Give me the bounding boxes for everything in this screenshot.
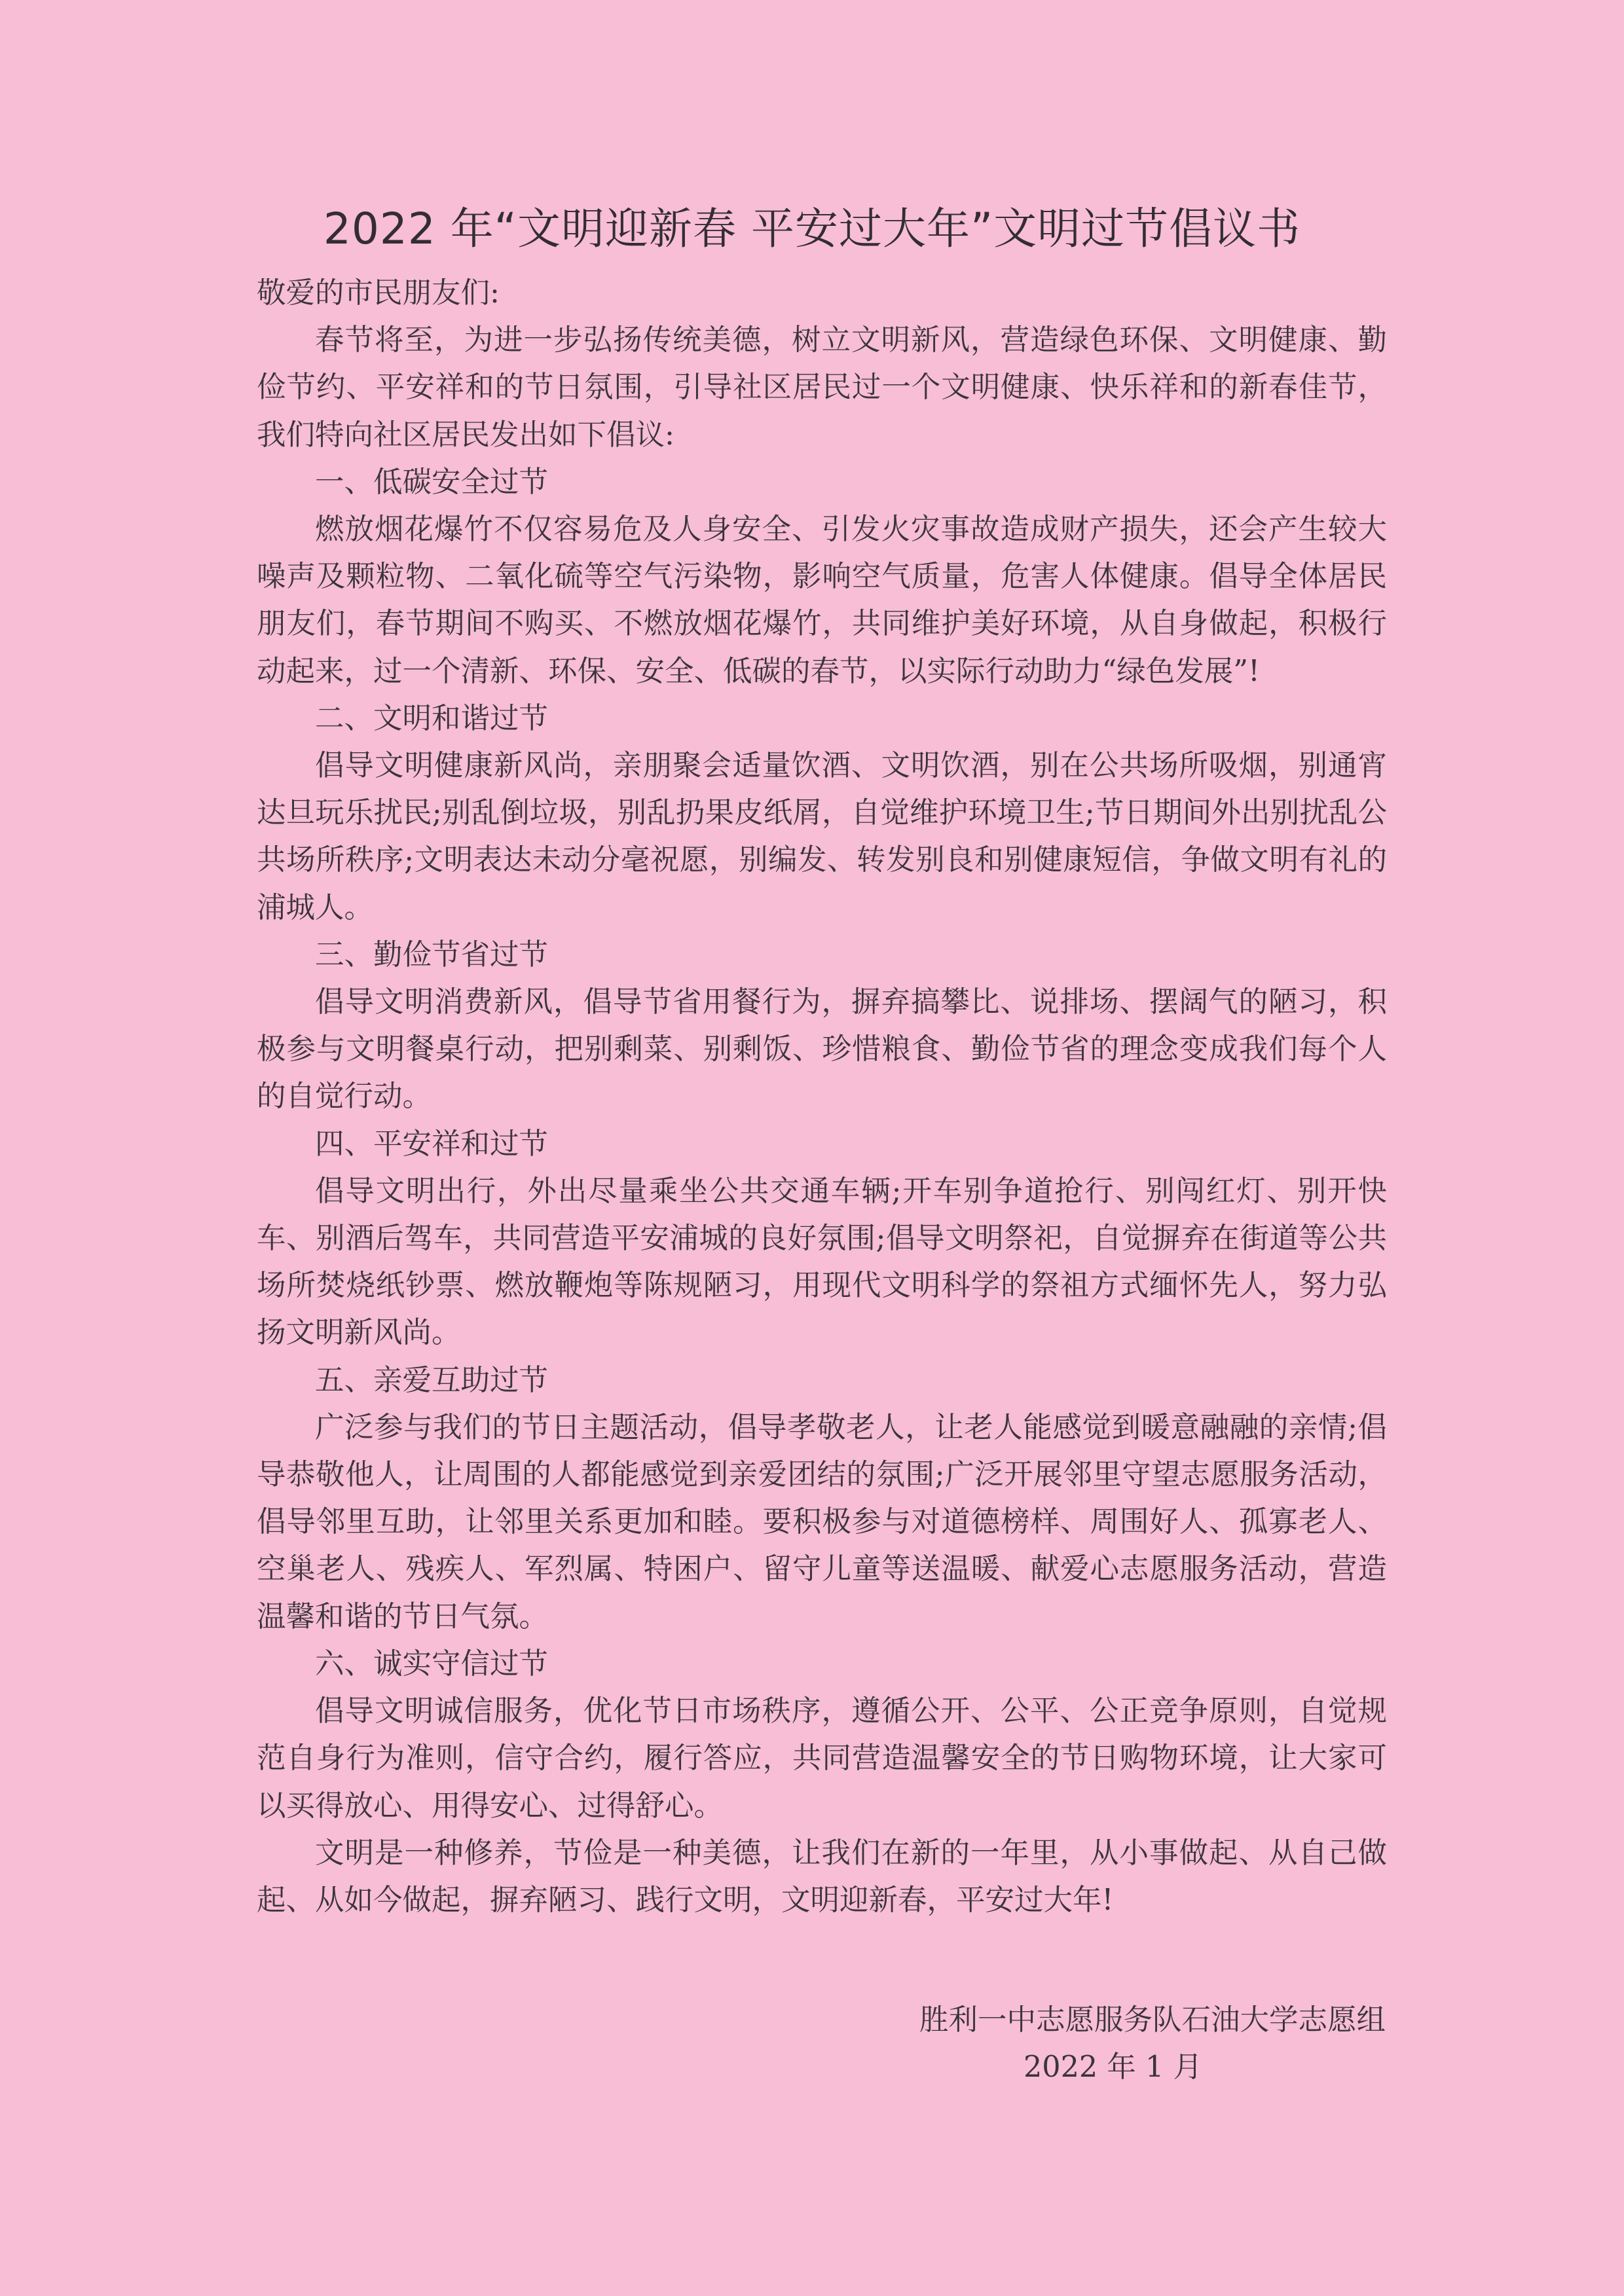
- closing-paragraph: 文明是一种修养，节俭是一种美德，让我们在新的一年里，从小事做起、从自己做起、从如今做起，摒弃陋习、践行文明，文明迎新春，平安过大年!: [257, 1836, 1387, 1917]
- section-heading-1: 一、低碳安全过节: [315, 465, 549, 499]
- salutation: 敬爱的市民朋友们:: [257, 276, 500, 310]
- intro-paragraph: 春节将至，为进一步弘扬传统美德，树立文明新风，营造绿色环保、文明健康、勤俭节约、平安祥和的节日氛围，引导社区居民过一个文明健康、快乐祥和的新春佳节，我们特向社区居民发出如下倡议:: [257, 323, 1387, 452]
- section-text-6: 倡导文明诚信服务，优化节日市场秩序，遵循公开、公平、公正竞争原则，自觉规范自身行为准则，信守合约，履行答应，共同营造温馨安全的节日购物环境，让大家可以买得放心、用得安心、过得舒心。: [257, 1694, 1387, 1823]
- document-title: 2022 年“文明迎新春 平安过大年”文明过节倡议书: [323, 204, 1301, 254]
- section-text-3: 倡导文明消费新风，倡导节省用餐行为，摒弃搞攀比、说排场、摆阔气的陋习，积极参与文明餐桌行动，把别剩菜、别剩饭、珍惜粮食、勤俭节省的理念变成我们每个人的自觉行动。: [257, 985, 1387, 1114]
- section-text-1: 燃放烟花爆竹不仅容易危及人身安全、引发火灾事故造成财产损失，还会产生较大噪声及颗粒物、二氧化硫等空气污染物，影响空气质量，危害人体健康。倡导全体居民朋友们，春节期间不购买、不燃放烟花爆竹，共同维护美好环境，从自身做起，积极行动起来，过一个清新、环保、安全、低碳的春节，以实际行动助力“绿色发展”!: [257, 513, 1387, 688]
- document-body: [257, 270, 1387, 1924]
- signature-organization: 胜利一中志愿服务队石油大学志愿组: [919, 2003, 1386, 2037]
- section-heading-2: 二、文明和谐过节: [315, 701, 549, 735]
- signature-date: 2022 年 1 月: [1024, 2050, 1202, 2084]
- section-heading-4: 四、平安祥和过节: [315, 1127, 549, 1161]
- section-text-2: 倡导文明健康新风尚，亲朋聚会适量饮酒、文明饮酒，别在公共场所吸烟，别通宵达旦玩乐扰民;别乱倒垃圾，别乱扔果皮纸屑，自觉维护环境卫生;节日期间外出别扰乱公共场所秩序;文明表达未动分毫祝愿，别编发、转发别良和别健康短信，争做文明有礼的浦城人。: [257, 749, 1387, 924]
- section-text-4: 倡导文明出行，外出尽量乘坐公共交通车辆;开车别争道抢行、别闯红灯、别开快车、别酒后驾车，共同营造平安浦城的良好氛围;倡导文明祭祀，自觉摒弃在街道等公共场所焚烧纸钞票、燃放鞭炮等陈规陋习，用现代文明科学的祭祖方式缅怀先人，努力弘扬文明新风尚。: [257, 1174, 1387, 1350]
- section-heading-3: 三、勤俭节省过节: [315, 938, 549, 972]
- section-heading-5: 五、亲爱互助过节: [315, 1363, 549, 1397]
- section-text-5: 广泛参与我们的节日主题活动，倡导孝敬老人，让老人能感觉到暖意融融的亲情;倡导恭敬他人，让周围的人都能感觉到亲爱团结的氛围;广泛开展邻里守望志愿服务活动，倡导邻里互助，让邻里关系更加和睦。要积极参与对道德榜样、周围好人、孤寡老人、空巢老人、残疾人、军烈属、特困户、留守儿童等送温暖、献爱心志愿服务活动，营造温馨和谐的节日气氛。: [257, 1410, 1387, 1633]
- section-heading-6: 六、诚实守信过节: [315, 1647, 549, 1681]
- signature-block: [796, 1997, 1386, 2091]
